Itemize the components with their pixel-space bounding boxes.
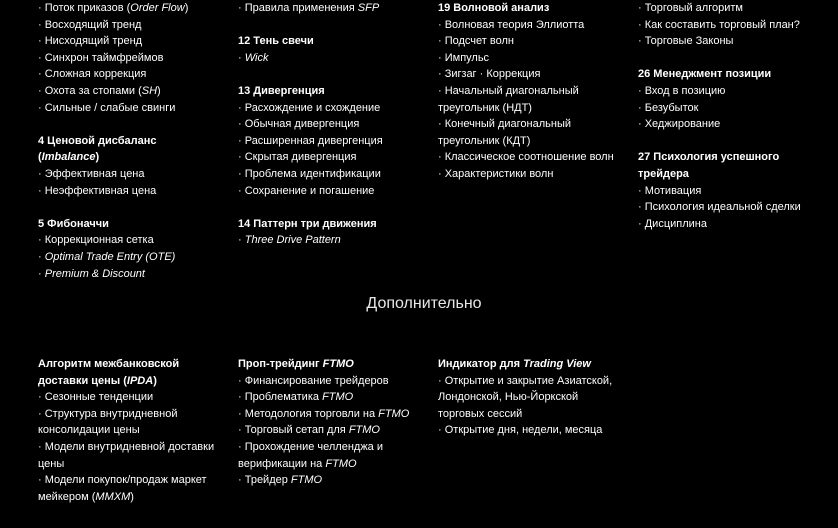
topic-link[interactable]: · Проблематика FTMO: [238, 391, 354, 404]
topic-heading: Индикатор для Trading View: [438, 358, 591, 370]
topic-link[interactable]: · Как составить торговый план?: [638, 18, 800, 31]
italic-term: Trading View: [523, 358, 591, 370]
topic-link[interactable]: · Классическое соотношение волн: [438, 151, 614, 164]
topic-heading: 5 Фибоначчи: [38, 217, 109, 230]
topic-link[interactable]: · Поток приказов (Order Flow): [38, 2, 189, 14]
topic-link[interactable]: · Сильные / слабые свинги: [38, 101, 176, 114]
italic-term: FTMO: [290, 474, 323, 487]
topic-link[interactable]: · Обычная дивергенция: [238, 118, 360, 131]
topic-section: [638, 149, 818, 232]
extra-column-2: [238, 356, 418, 505]
topic-link[interactable]: · Wick: [238, 51, 269, 64]
topic-link[interactable]: · Сезонные тенденции: [38, 391, 154, 404]
topic-link[interactable]: · Психология идеальной сделки: [638, 201, 801, 214]
topic-link[interactable]: · Волновая теория Эллиотта: [438, 18, 585, 31]
topic-link[interactable]: · Зигзаг · Коррекция: [438, 68, 541, 81]
topic-link[interactable]: · Неэффективная цена: [38, 184, 157, 197]
topic-link[interactable]: · Методология торговли на FTMO: [238, 407, 410, 420]
topic-link[interactable]: · Торговые Законы: [638, 35, 734, 48]
section-title-extra: Дополнительно: [366, 295, 482, 312]
topic-link[interactable]: · Проблема идентификации: [238, 167, 381, 180]
topic-heading: Алгоритм межбанковской доставки цены (IPDA): [38, 358, 180, 387]
topic-section: [238, 356, 418, 489]
topic-heading: 4 Ценовой дисбаланс (Imbalance): [38, 134, 157, 164]
topic-link[interactable]: · Коррекционная сетка: [38, 234, 154, 247]
topic-link[interactable]: · Конечный диагональный треугольник (КДТ): [438, 118, 572, 147]
topic-link[interactable]: · Сохранение и погашение: [238, 184, 375, 197]
topic-link[interactable]: · Правила применения SFP: [238, 2, 380, 14]
italic-term: Optimal Trade Entry (OTE): [44, 250, 176, 263]
extra-column-1: [38, 356, 218, 522]
column-1: [38, 0, 218, 299]
topic-heading: 12 Тень свечи: [238, 35, 314, 48]
topic-link[interactable]: · Импульс: [438, 51, 490, 64]
italic-term: FTMO: [325, 457, 357, 470]
topic-section: [238, 216, 418, 249]
topic-link[interactable]: · Начальный диагональный треугольник (НДТ): [438, 84, 579, 114]
italic-term: Imbalance: [41, 151, 96, 164]
topic-heading: 14 Паттерн три движения: [238, 217, 377, 230]
topic-link[interactable]: · Optimal Trade Entry (OTE): [38, 250, 176, 263]
italic-term: FTMO: [348, 424, 380, 437]
topic-link[interactable]: · Сложная коррекция: [38, 68, 147, 81]
topic-section: [238, 0, 418, 17]
topic-link[interactable]: · Premium & Discount: [38, 267, 145, 280]
topic-section: [38, 0, 218, 116]
column-2: [238, 0, 418, 266]
topic-link[interactable]: · Финансирование трейдеров: [238, 374, 389, 387]
topic-link[interactable]: · Охота за стопами (SH): [38, 84, 161, 97]
topic-link[interactable]: · Подсчет волн: [438, 35, 514, 48]
topic-section: [238, 83, 418, 199]
topic-section: [38, 133, 218, 199]
topic-link[interactable]: · Расхождение и схождение: [238, 101, 381, 114]
column-3: [438, 0, 618, 199]
topic-link[interactable]: · Модели покупок/продаж маркет мейкером (MMXM): [38, 474, 207, 503]
topic-link[interactable]: · Синхрон таймфреймов: [38, 51, 164, 64]
italic-term: IPDA: [126, 374, 154, 387]
topic-link[interactable]: · Эффективная цена: [38, 167, 145, 180]
topic-section: [238, 33, 418, 66]
topic-link[interactable]: · Мотивация: [638, 184, 702, 197]
topic-link[interactable]: · Вход в позицию: [638, 84, 726, 97]
topic-link[interactable]: · Структура внутридневной консолидации цены: [38, 407, 178, 437]
topic-link[interactable]: · Three Drive Pattern: [238, 234, 341, 247]
topic-heading: 19 Волновой анализ: [438, 2, 550, 14]
topic-link[interactable]: · Трейдер FTMO: [238, 474, 323, 487]
topic-link[interactable]: · Расширенная дивергенция: [238, 134, 383, 147]
column-4: [638, 0, 818, 249]
topic-link[interactable]: · Модели внутридневной доставки цены: [38, 440, 215, 470]
topic-link[interactable]: · Скрытая дивергенция: [238, 151, 357, 164]
italic-term: Wick: [244, 51, 269, 64]
italic-term: SH: [141, 84, 158, 97]
topic-link[interactable]: · Характеристики волн: [438, 167, 554, 180]
italic-term: FTMO: [322, 358, 354, 370]
italic-term: Three Drive Pattern: [244, 234, 341, 247]
italic-term: Premium & Discount: [44, 267, 145, 280]
topic-section: [38, 356, 218, 505]
italic-term: MMXM: [95, 490, 131, 503]
topic-link[interactable]: · Дисциплина: [638, 217, 707, 230]
topic-link[interactable]: · Торговый сетап для FTMO: [238, 424, 380, 437]
italic-term: FTMO: [322, 391, 354, 404]
topic-link[interactable]: · Нисходящий тренд: [38, 35, 143, 48]
italic-term: Order Flow: [130, 2, 185, 14]
topic-section: [438, 0, 618, 183]
topic-section: [438, 356, 618, 439]
topic-section: [638, 0, 818, 50]
topic-section: [638, 66, 818, 132]
topic-heading: 26 Менеджмент позиции: [638, 68, 772, 81]
topic-link[interactable]: · Торговый алгоритм: [638, 2, 743, 14]
topic-link[interactable]: · Открытие и закрытие Азиатской, Лондонской, Нью-Йоркской торговых сессий: [438, 374, 613, 420]
topic-link[interactable]: · Безубыток: [638, 101, 699, 114]
topic-heading: 13 Дивергенция: [238, 84, 325, 97]
topic-link[interactable]: · Прохождение челленджа и верификации на FTMO: [238, 440, 384, 470]
topic-heading: Проп-трейдинг FTMO: [238, 358, 354, 370]
italic-term: FTMO: [378, 407, 410, 420]
topic-link[interactable]: · Восходящий тренд: [38, 18, 142, 31]
italic-term: SFP: [357, 2, 380, 14]
topic-heading: 27 Психология успешного трейдера: [638, 151, 780, 180]
topic-link[interactable]: · Открытие дня, недели, месяца: [438, 424, 603, 437]
extra-column-3: [438, 356, 618, 456]
topic-section: [38, 216, 218, 282]
topic-link[interactable]: · Хеджирование: [638, 118, 721, 131]
